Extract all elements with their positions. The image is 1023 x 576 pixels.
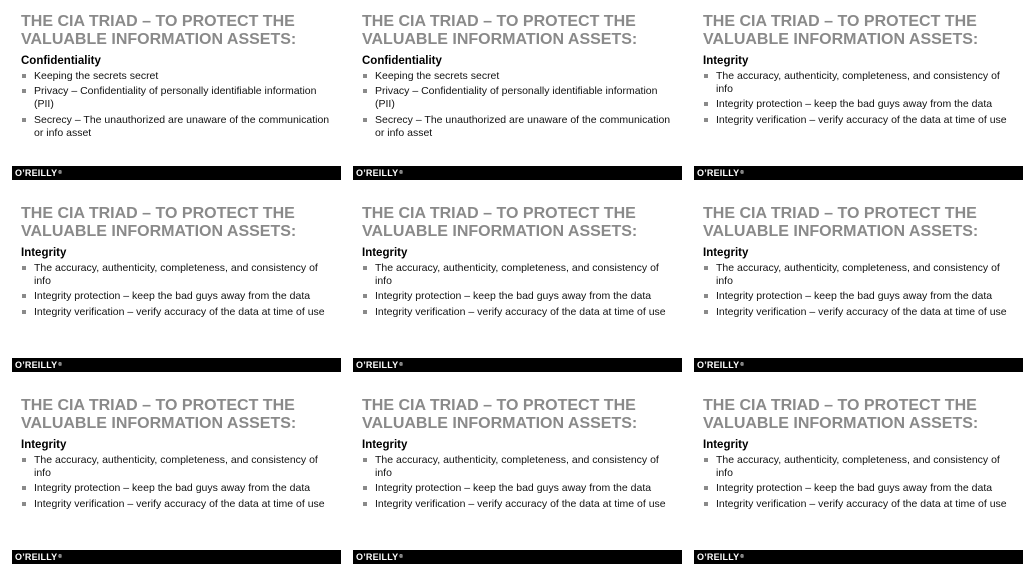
bullet-text: Integrity protection – keep the bad guys away from the data <box>716 290 993 303</box>
oreilly-logo <box>356 551 403 563</box>
bullet-item <box>703 482 1013 495</box>
bullet-item <box>21 454 331 480</box>
oreilly-logo <box>697 551 744 563</box>
bullet-list <box>21 262 331 321</box>
slide-footer-bar <box>694 550 1023 564</box>
bullet-item <box>703 114 1013 127</box>
bullet-item <box>362 306 672 319</box>
slide-title: THE CIA TRIAD – TO PROTECT THE VALUABLE INFORMATION ASSETS: <box>362 13 638 48</box>
square-bullet-icon <box>22 294 26 298</box>
slide-footer-bar <box>694 358 1023 372</box>
square-bullet-icon <box>704 118 708 122</box>
square-bullet-icon <box>363 502 367 506</box>
bullet-text: Integrity verification – verify accuracy of the data at time of use <box>375 497 666 510</box>
slide-footer-bar <box>353 166 682 180</box>
square-bullet-icon <box>704 102 708 106</box>
square-bullet-icon <box>22 266 26 270</box>
bullet-item <box>703 262 1013 288</box>
slide-footer-bar <box>12 358 341 372</box>
logo-text: O’REILLY <box>697 552 740 562</box>
bullet-text: Integrity protection – keep the bad guys away from the data <box>375 290 652 303</box>
slide-title: THE CIA TRIAD – TO PROTECT THE VALUABLE INFORMATION ASSETS: <box>21 205 297 240</box>
logo-text: O’REILLY <box>697 360 740 370</box>
bullet-text: Integrity protection – keep the bad guys away from the data <box>716 482 993 495</box>
slide-title: THE CIA TRIAD – TO PROTECT THE VALUABLE INFORMATION ASSETS: <box>362 205 638 240</box>
bullet-text: Keeping the secrets secret <box>375 70 500 82</box>
square-bullet-icon <box>22 118 26 122</box>
square-bullet-icon <box>704 310 708 314</box>
slide-thumbnail-3[interactable] <box>694 1 1023 182</box>
bullet-list <box>21 70 331 142</box>
slide-thumbnail-6[interactable] <box>694 193 1023 374</box>
bullet-item <box>21 482 331 495</box>
slide-heading: Integrity <box>21 439 67 451</box>
bullet-item <box>21 70 331 83</box>
bullet-text: Integrity protection – keep the bad guys away from the data <box>34 290 311 303</box>
bullet-item <box>703 454 1013 480</box>
slide-thumbnail-8[interactable] <box>353 385 682 566</box>
logo-text: O’REILLY <box>15 168 58 178</box>
trademark-mark: ® <box>58 170 63 176</box>
bullet-item <box>703 70 1013 96</box>
square-bullet-icon <box>704 502 708 506</box>
slide-heading: Confidentiality <box>362 55 442 67</box>
bullet-text: Integrity protection – keep the bad guys away from the data <box>34 482 311 495</box>
slide-thumbnail-4[interactable] <box>12 193 341 374</box>
logo-text: O’REILLY <box>356 552 399 562</box>
slide-thumbnail-1[interactable] <box>12 1 341 182</box>
bullet-text: Secrecy – The unauthorized are unaware of the communication or info asset <box>34 113 330 139</box>
bullet-text: Integrity verification – verify accuracy of the data at time of use <box>716 497 1007 510</box>
slide-thumbnail-9[interactable] <box>694 385 1023 566</box>
trademark-mark: ® <box>58 362 63 368</box>
bullet-text: Integrity protection – keep the bad guys away from the data <box>375 482 652 495</box>
bullet-item <box>703 498 1013 511</box>
bullet-item <box>362 114 672 140</box>
slide-heading: Integrity <box>703 55 749 67</box>
square-bullet-icon <box>22 486 26 490</box>
slide-heading: Confidentiality <box>21 55 101 67</box>
square-bullet-icon <box>22 74 26 78</box>
bullet-item <box>362 70 672 83</box>
bullet-item <box>703 98 1013 111</box>
bullet-list <box>21 454 331 513</box>
square-bullet-icon <box>363 118 367 122</box>
bullet-item <box>362 482 672 495</box>
slide-heading: Integrity <box>703 439 749 451</box>
square-bullet-icon <box>363 89 367 93</box>
oreilly-logo <box>15 551 62 563</box>
oreilly-logo <box>697 359 744 371</box>
bullet-text: The accuracy, authenticity, completeness, and consistency of info <box>375 454 659 480</box>
slide-footer-bar <box>12 166 341 180</box>
bullet-list <box>362 454 672 513</box>
slide-footer-bar <box>353 550 682 564</box>
square-bullet-icon <box>704 74 708 78</box>
square-bullet-icon <box>363 486 367 490</box>
bullet-item <box>21 306 331 319</box>
bullet-list <box>362 70 672 142</box>
logo-text: O’REILLY <box>356 360 399 370</box>
bullet-text: Privacy – Confidentiality of personally identifiable information (PII) <box>375 85 658 111</box>
trademark-mark: ® <box>399 554 404 560</box>
oreilly-logo <box>15 359 62 371</box>
square-bullet-icon <box>704 458 708 462</box>
slide-title: THE CIA TRIAD – TO PROTECT THE VALUABLE INFORMATION ASSETS: <box>362 397 638 432</box>
bullet-list <box>362 262 672 321</box>
bullet-text: The accuracy, authenticity, completeness, and consistency of info <box>716 70 1000 96</box>
logo-text: O’REILLY <box>697 168 740 178</box>
bullet-text: Integrity verification – verify accuracy of the data at time of use <box>375 305 666 318</box>
bullet-item <box>703 290 1013 303</box>
square-bullet-icon <box>363 310 367 314</box>
bullet-text: Integrity verification – verify accuracy of the data at time of use <box>34 497 325 510</box>
square-bullet-icon <box>363 74 367 78</box>
slide-title: THE CIA TRIAD – TO PROTECT THE VALUABLE INFORMATION ASSETS: <box>21 397 297 432</box>
oreilly-logo <box>697 167 744 179</box>
square-bullet-icon <box>704 486 708 490</box>
bullet-item <box>21 498 331 511</box>
bullet-text: Integrity verification – verify accuracy of the data at time of use <box>34 305 325 318</box>
slide-thumbnail-5[interactable] <box>353 193 682 374</box>
logo-text: O’REILLY <box>15 360 58 370</box>
logo-text: O’REILLY <box>356 168 399 178</box>
bullet-list <box>703 262 1013 321</box>
bullet-item <box>362 498 672 511</box>
square-bullet-icon <box>704 294 708 298</box>
bullet-list <box>703 70 1013 129</box>
square-bullet-icon <box>704 266 708 270</box>
slide-title: THE CIA TRIAD – TO PROTECT THE VALUABLE INFORMATION ASSETS: <box>703 397 979 432</box>
logo-text: O’REILLY <box>15 552 58 562</box>
bullet-text: The accuracy, authenticity, completeness, and consistency of info <box>34 454 318 480</box>
trademark-mark: ® <box>740 554 745 560</box>
slide-title: THE CIA TRIAD – TO PROTECT THE VALUABLE INFORMATION ASSETS: <box>703 13 979 48</box>
bullet-text: Integrity verification – verify accuracy of the data at time of use <box>716 113 1007 126</box>
bullet-item <box>362 454 672 480</box>
bullet-text: Integrity protection – keep the bad guys away from the data <box>716 98 993 111</box>
bullet-text: Secrecy – The unauthorized are unaware of the communication or info asset <box>375 113 671 139</box>
trademark-mark: ® <box>58 554 63 560</box>
bullet-text: The accuracy, authenticity, completeness, and consistency of info <box>716 262 1000 288</box>
oreilly-logo <box>356 359 403 371</box>
square-bullet-icon <box>22 310 26 314</box>
trademark-mark: ® <box>740 170 745 176</box>
trademark-mark: ® <box>399 170 404 176</box>
bullet-text: Integrity verification – verify accuracy of the data at time of use <box>716 305 1007 318</box>
square-bullet-icon <box>363 266 367 270</box>
slide-thumbnail-2[interactable] <box>353 1 682 182</box>
oreilly-logo <box>15 167 62 179</box>
trademark-mark: ® <box>399 362 404 368</box>
slide-footer-bar <box>694 166 1023 180</box>
slide-heading: Integrity <box>703 247 749 259</box>
bullet-list <box>703 454 1013 513</box>
slide-footer-bar <box>12 550 341 564</box>
bullet-item <box>21 85 331 111</box>
bullet-text: Keeping the secrets secret <box>34 70 159 82</box>
bullet-item <box>362 85 672 111</box>
slide-footer-bar <box>353 358 682 372</box>
bullet-item <box>703 306 1013 319</box>
square-bullet-icon <box>22 458 26 462</box>
slide-heading: Integrity <box>362 439 408 451</box>
slide-title: THE CIA TRIAD – TO PROTECT THE VALUABLE INFORMATION ASSETS: <box>703 205 979 240</box>
bullet-item <box>362 262 672 288</box>
square-bullet-icon <box>22 502 26 506</box>
oreilly-logo <box>356 167 403 179</box>
bullet-text: The accuracy, authenticity, completeness, and consistency of info <box>716 454 1000 480</box>
square-bullet-icon <box>363 294 367 298</box>
bullet-item <box>21 262 331 288</box>
bullet-item <box>21 290 331 303</box>
bullet-item <box>362 290 672 303</box>
slide-thumbnail-7[interactable] <box>12 385 341 566</box>
trademark-mark: ® <box>740 362 745 368</box>
bullet-item <box>21 114 331 140</box>
slide-heading: Integrity <box>21 247 67 259</box>
bullet-text: Privacy – Confidentiality of personally identifiable information (PII) <box>34 85 317 111</box>
slide-heading: Integrity <box>362 247 408 259</box>
slide-title: THE CIA TRIAD – TO PROTECT THE VALUABLE INFORMATION ASSETS: <box>21 13 297 48</box>
square-bullet-icon <box>363 458 367 462</box>
bullet-text: The accuracy, authenticity, completeness, and consistency of info <box>375 262 659 288</box>
square-bullet-icon <box>22 89 26 93</box>
bullet-text: The accuracy, authenticity, completeness, and consistency of info <box>34 262 318 288</box>
